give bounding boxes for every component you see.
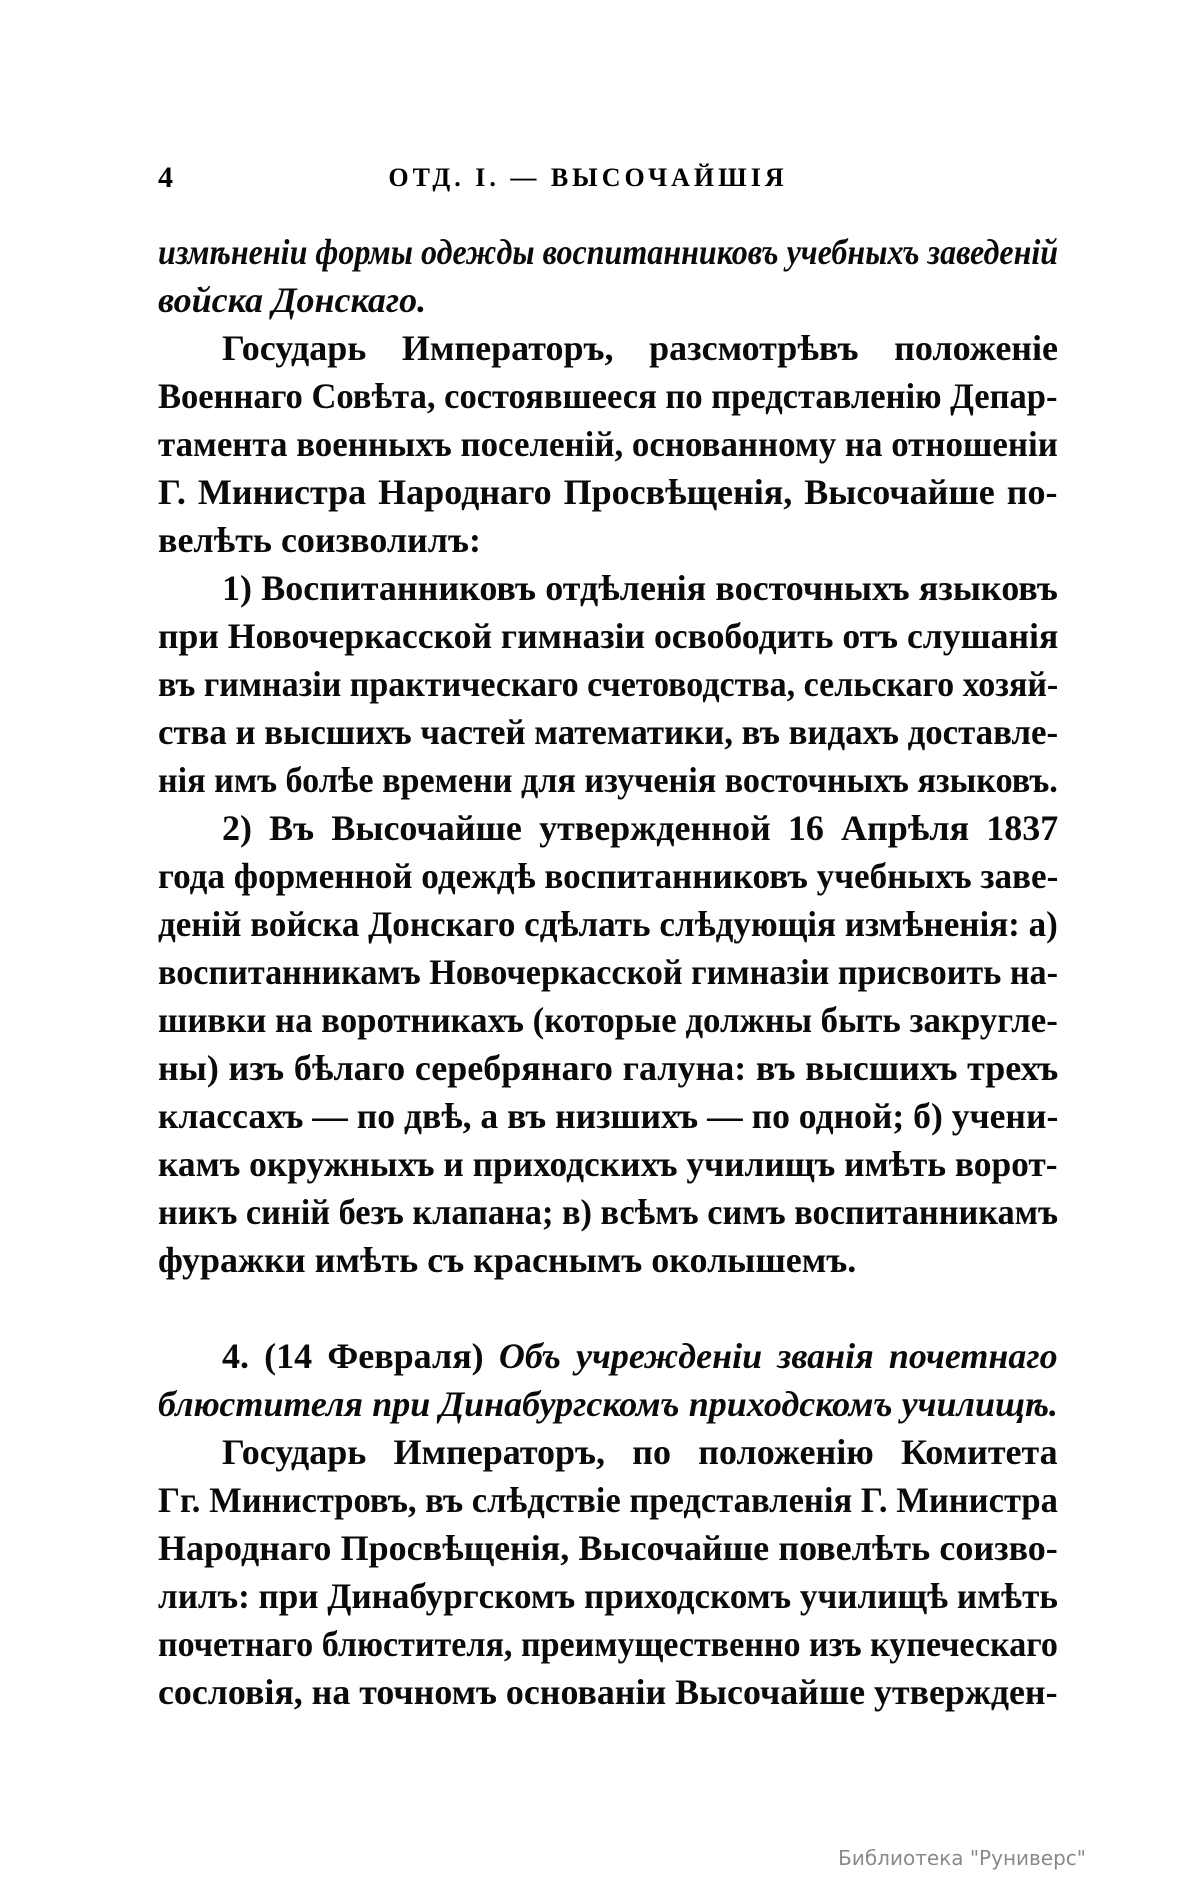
text-line [158,902,1058,946]
text-run: года форменной одеждѣ воспитанниковъ учебныхъ заве- [158,856,1059,896]
italic-text: Объ учрежденіи званія почетнаго [498,1336,1058,1376]
text-line [158,1046,1058,1090]
text-line [158,1526,1058,1570]
text-run: лилъ: при Динабургскомъ приходскомъ училищѣ имѣть [158,1576,1058,1616]
running-header-title: ОТД. I. — ВЫСОЧАЙШІЯ [388,163,788,192]
text-line [158,998,1058,1042]
text-line [158,470,1058,514]
text-line [158,1622,1058,1666]
text-line [158,662,1058,706]
text-line [158,422,1058,466]
text-line [158,1142,1058,1186]
text-run: 2) Въ Высочайше утвержденной 16 Апрѣля 1837 [222,808,1059,848]
text-run: почетнаго блюстителя, преимущественно изъ купеческаго [158,1624,1058,1664]
text-run: велѣть соизволилъ: [158,520,481,560]
text-run: воспитанникамъ Новочеркасской гимназіи присвоить на- [158,952,1058,992]
text-line [158,230,1058,274]
text-run: въ гимназіи практическаго счетоводства, сельскаго хозяй- [158,664,1059,704]
text-run: Гг. Министровъ, въ слѣдствіе представленія Г. Министра [158,1480,1058,1520]
text-line [158,1238,1058,1282]
text-run: при Новочеркасской гимназіи освободить отъ слушанія [158,616,1059,656]
text-run: камъ окружныхъ и приходскихъ училищъ имѣть ворот- [158,1144,1058,1184]
text-line [158,278,1058,322]
text-line [158,614,1058,658]
text-line [158,758,1058,802]
text-line [158,518,1058,562]
page-number: 4 [158,161,173,194]
text-line [222,326,1058,370]
text-run: деній войска Донскаго сдѣлать слѣдующія измѣненія: а) [158,904,1058,944]
text-run: ства и высшихъ частей математики, въ видахъ доставле- [158,712,1059,752]
text-line [222,1334,1058,1378]
text-run: 4. (14 Февраля) [222,1336,499,1376]
text-run: Народнаго Просвѣщенія, Высочайше повелѣть соизво- [158,1528,1058,1568]
text-run: шивки на воротникахъ (которые должны быть закругле- [158,1000,1058,1040]
italic-text: блюстителя при Динабургскомъ приходскомъ училищѣ. [158,1384,1059,1424]
text-line [222,1430,1058,1474]
text-run: тамента военныхъ поселеній, основанному на отношеніи [158,424,1058,464]
text-line [158,854,1058,898]
text-run: никъ синій безъ клапана; в) всѣмъ симъ воспитанникамъ [158,1192,1059,1232]
text-run: фуражки имѣть съ краснымъ околышемъ. [158,1240,857,1280]
text-run: сословія, на точномъ основаніи Высочайше утвержден- [158,1672,1058,1712]
text-line [158,950,1058,994]
text-line [222,566,1058,610]
text-run: нія имъ болѣе времени для изученія восточныхъ языковъ. [158,760,1058,800]
text-line [158,1382,1058,1426]
text-run: Военнаго Совѣта, состоявшееся по представленію Депар- [158,376,1058,416]
text-run: ны) изъ бѣлаго серебрянаго галуна: въ высшихъ трехъ [158,1048,1059,1088]
text-run: Г. Министра Народнаго Просвѣщенія, Высочайше по- [158,472,1058,512]
text-line [158,1670,1058,1714]
library-watermark: Библиотека "Руниверс" [838,1846,1086,1870]
text-line [158,1574,1058,1618]
text-run: классахъ — по двѣ, а въ низшихъ — по одной; б) учени- [158,1096,1059,1136]
text-run: 1) Воспитанниковъ отдѣленія восточныхъ языковъ [222,568,1058,608]
text-line [158,374,1058,418]
text-run: Государь Императоръ, разсмотрѣвъ положеніе [222,328,1059,368]
text-run: Государь Императоръ, по положенію Комитета [222,1432,1058,1472]
text-line [158,1094,1058,1138]
italic-text: измѣненіи формы одежды воспитанниковъ учебныхъ заведеній [158,232,1059,272]
italic-text: войска Донскаго. [158,280,427,320]
text-line [222,806,1058,850]
text-line [158,1190,1058,1234]
text-line [158,710,1058,754]
text-line [158,1478,1058,1522]
